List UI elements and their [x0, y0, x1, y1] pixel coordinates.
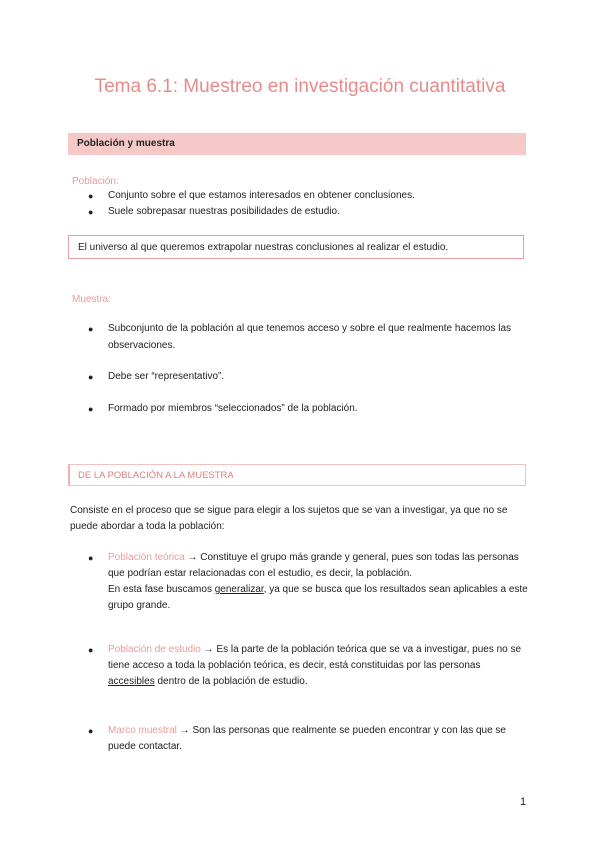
section-header-poblacion-muestra — [68, 133, 526, 155]
muestra-bullet-1-line-2: observaciones. — [108, 340, 176, 351]
bullet-icon: ● — [88, 726, 94, 736]
bullet-icon: ● — [88, 553, 94, 563]
muestra-bullet-1-line-1: Subconjunto de la población al que tenemos acceso y sobre el que realmente hacemos las — [108, 323, 512, 334]
poblacion-bullet-2: Suele sobrepasar nuestras posibilidades de estudio. — [108, 206, 340, 217]
page-number: 1 — [520, 796, 527, 808]
muestra-bullet-3: Formado por miembros “seleccionados” de la población. — [108, 403, 358, 414]
underlined-term: accesibles — [108, 676, 155, 687]
poblacion-estudio-label: Población de estudio — [108, 644, 201, 655]
intro-line-2: puede abordar a toda la población: — [70, 521, 225, 532]
poblacion-teorica-line-3 — [108, 582, 528, 598]
muestra-label: Muestra: — [72, 294, 111, 305]
page-title: Tema 6.1: Muestreo en investigación cuantitativa — [94, 76, 506, 97]
marco-muestral-def: → Son las personas que realmente se pueden encontrar y con las que se — [176, 725, 506, 736]
section-header-poblacion-a-muestra — [68, 464, 526, 486]
universo-callout-box — [68, 235, 524, 259]
marco-muestral-label: Marco muestral — [108, 725, 177, 736]
poblacion-teorica-label: Población teórica — [108, 552, 185, 563]
muestra-bullet-2: Debe ser “representativo”. — [108, 371, 225, 382]
bullet-icon: ● — [88, 404, 94, 414]
section-header-label: Población y muestra — [77, 138, 175, 149]
poblacion-estudio-line-2: tiene acceso a toda la población teórica, es decir, está constituidas por las personas — [108, 660, 481, 671]
text-segment: dentro de la población de estudio. — [154, 676, 308, 687]
poblacion-teorica-line-1 — [108, 550, 519, 566]
poblacion-bullet-1: Conjunto sobre el que estamos interesados en obtener conclusiones. — [108, 190, 415, 201]
text-segment: , ya que se busca que los resultados sean aplicables a este — [263, 584, 528, 595]
universo-callout-text: El universo al que queremos extrapolar nuestras conclusiones al realizar el estudio. — [78, 242, 449, 253]
poblacion-teorica-def: → Constituye el grupo más grande y general, pues son todas las personas — [184, 552, 519, 563]
poblacion-teorica-line-2: que podrían estar relacionadas con el estudio, es decir, la población. — [108, 568, 413, 579]
bullet-icon: ● — [88, 207, 94, 217]
underlined-term: generalizar — [214, 584, 264, 595]
intro-line-1: Consiste en el proceso que se sigue para elegir a los sujetos que se van a investigar, ya que no se — [70, 505, 508, 516]
text-segment: En esta fase buscamos — [108, 584, 215, 595]
poblacion-estudio-def: → Es la parte de la población teórica que se va a investigar, pues no se — [200, 644, 522, 655]
bullet-icon: ● — [88, 191, 94, 201]
poblacion-teorica-line-4: grupo grande. — [108, 600, 171, 611]
section-header-label: DE LA POBLACIÓN A LA MUESTRA — [78, 470, 234, 481]
bullet-icon: ● — [88, 645, 94, 655]
poblacion-label: Población: — [72, 176, 119, 187]
bullet-icon: ● — [88, 372, 94, 382]
poblacion-estudio-line-1 — [108, 642, 521, 658]
marco-muestral-line-1 — [108, 723, 506, 739]
marco-muestral-line-2: puede contactar. — [108, 741, 182, 752]
bullet-icon: ● — [88, 324, 94, 334]
poblacion-estudio-line-3 — [108, 674, 308, 690]
